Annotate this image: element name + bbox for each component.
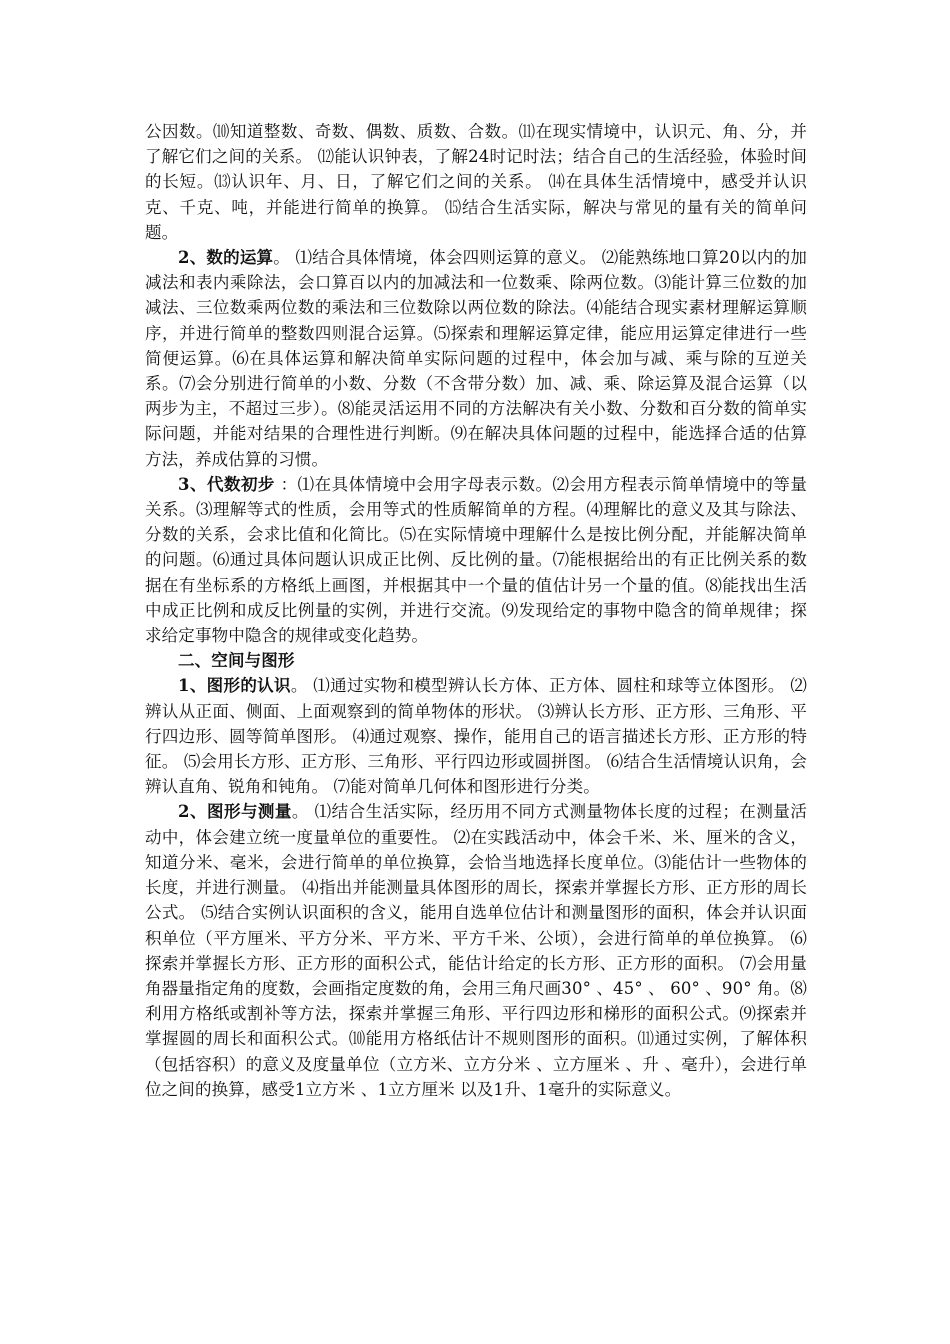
paragraph-shape-recognition <box>145 673 807 799</box>
paragraph-body-measurement: 。 ⑴结合生活实际，经历用不同方式测量物体长度的过程；在测量活动中，体会建立统一度量单位的重要性。 ⑵在实践活动中，体会千米、米、厘米的含义，知道分米、毫米，会进行简单的单位换算，会恰当地选择长度单位。⑶能估计一些物体的长度，并进行测量。 ⑷指出并能测量具体图形的周长，探索并掌握长方形、正方形的周长公式。 ⑸结合实例认识面积的含义，能用自选单位估计和测量图形的面积，体会并认识面积单位（平方厘米、平方分米、平方米、平方千米、公顷），会进行简单的单位换算。 ⑹探索并掌握长方形、正方形的面积公式，能估计给定的长方形、正方形的面积。 ⑺会用量角器量指定角的度数，会画指定度数的角，会用三角尺画30° 、45° 、 60° 、90° 角。⑻利用方格纸或割补等方法，探索并掌握三角形、平行四边形和梯形的面积公式。⑼探索并掌握圆的周长和面积公式。⑽能用方格纸估计不规则图形的面积。⑾通过实例，了解体积（包括容积）的意义及度量单位（立方米、立方分米 、立方厘米 、升 、毫升），会进行单位之间的换算，感受1立方米 、1立方厘米 以及1升、1毫升的实际意义。 <box>145 802 808 1099</box>
paragraph-body-algebra: ：⑴在具体情境中会用字母表示数。⑵会用方程表示简单情境中的等量关系。⑶理解等式的性质，会用等式的性质解简单的方程。⑷理解比的意义及其与除法、分数的关系，会求比值和化简比。⑸在实际情境中理解什么是按比例分配，并能解决简单的问题。⑹通过具体问题认识成正比例、反比例的量。⑺能根据给出的有正比例关系的数据在有坐标系的方格纸上画图，并根据其中一个量的值估计另一个量的值。⑻能找出生活中成正比例和成反比例量的实例，并进行交流。⑼发现给定的事物中隐含的简单规律；探求给定事物中隐含的规律或变化趋势。 <box>145 474 807 646</box>
paragraph-body-shape-recognition: 。 ⑴通过实物和模型辨认长方体、正方体、圆柱和球等立体图形。 ⑵辨认从正面、侧面、上面观察到的简单物体的形状。 ⑶辨认长方形、正方形、三角形、平行四边形、圆等简单图形。 ⑷通过观察、操作，能用自己的语言描述长方形、正方形的特征。 ⑸会用长方形、正方形、三角形、平行四边形或圆拼图。 ⑹结合生活情境认识角，会辨认直角、锐角和钝角。 ⑺能对简单几何体和图形进行分类。 <box>145 676 807 797</box>
paragraph-shape-measurement <box>145 799 807 1101</box>
paragraph-algebra <box>145 472 807 648</box>
subsection-title-algebra: 3、代数初步 <box>178 474 275 494</box>
subsection-title-shape-recognition: 1、图形的认识 <box>178 676 291 696</box>
document-page <box>145 119 807 1102</box>
paragraph-number-concepts: 公因数。⑽知道整数、奇数、偶数、质数、合数。⑾在现实情境中，认识元、角、分，并了解它们之间的关系。 ⑿能认识钟表，了解24时记时法；结合自己的生活经验，体验时间的长短。⒀认识年、月、日，了解它们之间的关系。 ⒁在具体生活情境中，感受并认识克、千克、吨，并能进行简单的换算。 ⒂结合生活实际，解决与常见的量有关的简单问题。 <box>145 122 807 242</box>
subsection-title-operations: 2、数的运算 <box>178 248 274 268</box>
subsection-title-measurement: 2、图形与测量 <box>178 802 292 822</box>
section-heading-space-shapes: 二、空间与图形 <box>178 651 295 671</box>
paragraph-body-operations: 。 ⑴结合具体情境，体会四则运算的意义。 ⑵能熟练地口算20以内的加减法和表内乘除法，会口算百以内的加减法和一位数乘、除两位数。⑶能计算三位数的加减法、三位数乘两位数的乘法和三位数除以两位数的除法。⑷能结合现实素材理解运算顺序，并进行简单的整数四则混合运算。⑸探索和理解运算定律，能应用运算定律进行一些简便运算。⑹在具体运算和解决简单实际问题的过程中，体会加与减、乘与除的互逆关系。⑺会分别进行简单的小数、分数（不含带分数）加、减、乘、除运算及混合运算（以两步为主，不超过三步）。⑻能灵活运用不同的方法解决有关小数、分数和百分数的简单实际问题，并能对结果的合理性进行判断。⑼在解决具体问题的过程中，能选择合适的估算方法，养成估算的习惯。 <box>145 248 807 469</box>
paragraph-number-operations <box>145 245 807 472</box>
